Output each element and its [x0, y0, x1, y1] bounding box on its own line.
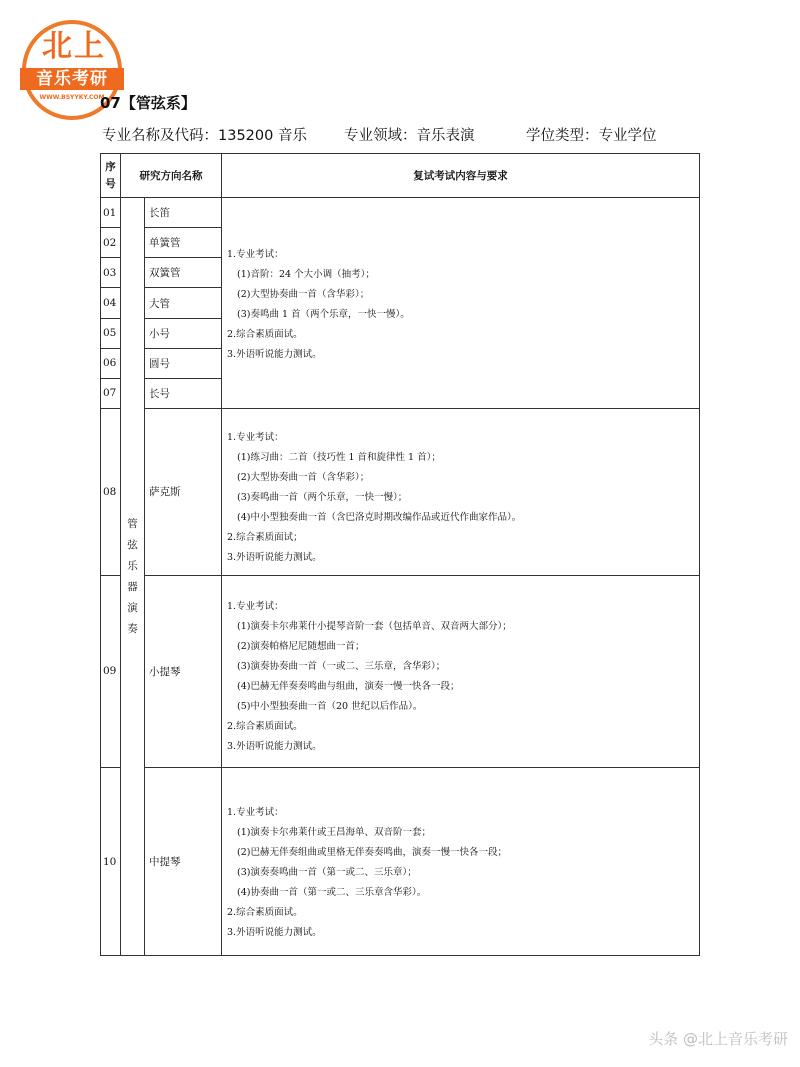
row-name: 萨克斯 — [145, 408, 222, 575]
requirement-line: (1)演奏卡尔弗莱什或王昌海单、双音阶一套； — [237, 826, 431, 838]
logo-url: WWW.BSYYKY.COM — [39, 94, 105, 101]
row-name: 圆号 — [145, 348, 222, 378]
requirement-line: 3.外语听说能力测试。 — [227, 926, 322, 938]
row-no: 04 — [101, 288, 121, 318]
watermark: 头条 @北上音乐考研 — [648, 1030, 788, 1048]
requirement-line: 1.专业考试： — [227, 431, 284, 443]
row-name: 小号 — [145, 318, 222, 348]
row-name: 长号 — [145, 378, 222, 408]
row-name: 大管 — [145, 288, 222, 318]
requirement-line: (1)练习曲：二首（技巧性 1 首和旋律性 1 首）； — [237, 451, 441, 463]
requirement-line: (5)中小型独奏曲一首（20 世纪以后作品）。 — [237, 701, 423, 713]
requirement-line: 1.专业考试： — [227, 601, 284, 613]
category-text: 管弦乐器演奏 — [127, 517, 138, 635]
row-name: 长笛 — [145, 198, 222, 228]
requirement-line: 1.专业考试： — [227, 249, 284, 261]
requirement-line: (4)中小型独奏曲一首（含巴洛克时期改编作品或近代作曲家作品）。 — [237, 511, 522, 523]
requirement-line: 3.外语听说能力测试。 — [227, 551, 322, 563]
row-no: 03 — [101, 258, 121, 288]
requirement-line: (1)演奏卡尔弗莱什小提琴音阶一套（包括单音、双音两大部分）； — [237, 621, 512, 633]
requirement-line: (3)奏鸣曲 1 首（两个乐章，一快一慢）。 — [237, 309, 410, 321]
logo-band-text: 音乐考研 — [20, 68, 124, 90]
department-title: 07【管弦系】 — [100, 94, 196, 112]
requirement-line: 3.外语听说能力测试。 — [227, 741, 322, 753]
table-row — [101, 408, 700, 575]
requirement-line: 2.综合素质面试。 — [227, 906, 303, 918]
requirement-line: (3)演奏协奏曲一首（一或二、三乐章，含华彩）； — [237, 661, 446, 673]
requirement-line: (2)巴赫无伴奏组曲或里格无伴奏奏鸣曲，演奏一慢一快各一段； — [237, 846, 507, 858]
requirement-line: 1.专业考试： — [227, 806, 284, 818]
row-name: 双簧管 — [145, 258, 222, 288]
header-requirements: 复试考试内容与要求 — [222, 154, 700, 198]
table-row — [101, 768, 700, 956]
requirement-line: 2.综合素质面试； — [227, 531, 303, 543]
requirements-table — [100, 153, 700, 956]
major-info: 专业名称及代码：135200 音乐 — [102, 128, 307, 144]
logo-big-text: 北上 — [42, 29, 106, 64]
table-header-row — [101, 154, 700, 198]
requirement-line: (2)演奏帕格尼尼随想曲一首； — [237, 641, 365, 653]
row-no: 05 — [101, 318, 121, 348]
requirements-01-07 — [222, 198, 700, 409]
requirements-09 — [222, 575, 700, 768]
header-no: 序号 — [101, 154, 121, 198]
row-name: 小提琴 — [145, 575, 222, 768]
header-direction: 研究方向名称 — [121, 154, 222, 198]
requirement-line: (3)演奏奏鸣曲一首（第一或二、三乐章）； — [237, 866, 417, 878]
row-no: 09 — [101, 575, 121, 768]
requirement-line: 2.综合素质面试。 — [227, 329, 303, 341]
table-row — [101, 575, 700, 768]
row-no: 08 — [101, 408, 121, 575]
requirement-line: (3)奏鸣曲一首（两个乐章，一快一慢）； — [237, 491, 408, 503]
degree-info: 学位类型：专业学位 — [526, 128, 657, 144]
row-no: 07 — [101, 378, 121, 408]
row-name: 单簧管 — [145, 228, 222, 258]
table-row — [101, 198, 700, 228]
requirement-line: (2)大型协奏曲一首（含华彩）； — [237, 471, 370, 483]
requirement-line: (4)巴赫无伴奏奏鸣曲与组曲，演奏一慢一快各一段； — [237, 681, 460, 693]
row-name: 中提琴 — [145, 768, 222, 956]
requirement-line: 3.外语听说能力测试。 — [227, 349, 322, 361]
requirement-line: (1)音阶：24 个大小调（抽考）； — [237, 269, 375, 281]
requirements-08 — [222, 408, 700, 575]
requirement-line: (2)大型协奏曲一首（含华彩）； — [237, 289, 370, 301]
category-cell — [121, 198, 145, 956]
row-no: 10 — [101, 768, 121, 956]
row-no: 06 — [101, 348, 121, 378]
row-no: 01 — [101, 198, 121, 228]
requirement-line: (4)协奏曲一首（第一或二、三乐章含华彩）。 — [237, 886, 427, 898]
field-info: 专业领域：音乐表演 — [344, 128, 475, 144]
row-no: 02 — [101, 228, 121, 258]
requirements-10 — [222, 768, 700, 956]
requirement-line: 2.综合素质面试。 — [227, 721, 303, 733]
